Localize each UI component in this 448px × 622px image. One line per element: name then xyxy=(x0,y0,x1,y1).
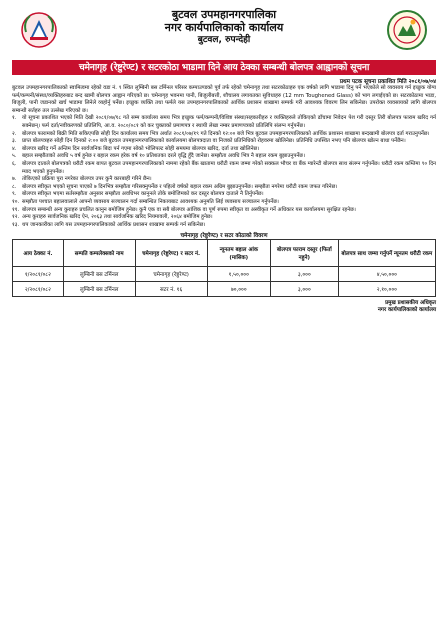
item-text: बोलपत्र फारामको बिक्री मिति सकिएपछि सोही दिन कार्यालय समय भित्र अर्थात २०८१/०७/१९ गते दिनको १२:०० बजे भित्र बुटवल उपमहानगरपालिकाको आर्थिक प्रशासन शाखामा बन्दखामी बोलपत्र दर्ता गराउनुपर्नेछ। xyxy=(22,130,430,137)
signature-block xyxy=(12,300,436,314)
notice-body xyxy=(12,85,436,229)
item-number: ८. xyxy=(12,183,17,190)
list-item xyxy=(12,153,436,161)
item-text: बोलपत्र स्वीकृत भएमा सर्तसम्झौता अनुसार सम्झौता अवधिभर कानुनले तोके बमोजिमको कर दस्तुर बोलपत्र दाताले नै तिर्नुपर्नेछ। xyxy=(22,191,264,198)
item-text: बहाल सम्झौताको अवधि ५ वर्ष हुनेछ र बहाल रकम हरेक वर्ष १० प्रतिशतका दरले वृद्धि हुँदै जानेछ। सम्झौता अवधि भित्र नै बहाल रकम बुझाउनुपर्नेछ। xyxy=(22,153,306,160)
list-item xyxy=(12,161,436,176)
table-cell: २,१०,००० xyxy=(338,282,435,297)
signatory-office: नगर कार्यपालिकाको कार्यालय xyxy=(377,307,436,314)
table-row xyxy=(13,267,436,282)
item-text: अन्य कुराहरु सार्वजनिक खरिद ऐन, २०६३ तथा सार्वजनिक खरिद नियमावली, २०६४ बमोजिम हुनेछ। xyxy=(22,214,213,221)
item-number: १२. xyxy=(12,214,20,221)
item-text: बोलपत्र सम्बन्धी अन्य कुराहरु प्रचलित कानुन बमोजिम हुनेछ। कुनै एक वा सबै बोलपत्र आंशिक वा पूर्ण रुपमा स्वीकृत वा अस्वीकृत गर्ने अधिकार यस कार्यालयमा सुरक्षित रहनेछ। xyxy=(22,206,356,213)
letterhead xyxy=(12,8,436,58)
table-cell: २/२०८१/०८२ xyxy=(13,282,64,297)
list-item xyxy=(12,176,436,184)
municipality-logo-icon xyxy=(386,8,428,52)
item-text: तोकिएको प्रक्रिया पुरा नगरेका बोलपत्र उपर कुनै कारबाही गरिने छैन। xyxy=(22,176,152,183)
col-header-deposit: बोलपत्र साथ जम्मा गर्नुपर्ने न्यूनतम धरौटी रकम xyxy=(338,240,435,267)
office-name: नगर कार्यपालिकाको कार्यालय xyxy=(164,21,284,34)
item-number: १. xyxy=(12,115,17,122)
item-number: ११. xyxy=(12,206,20,213)
list-item xyxy=(12,214,436,222)
list-item xyxy=(12,207,436,215)
intro-paragraph: बुटवल उपमहानगरपालिकाको स्वामित्वमा रहेको वडा नं. ९ स्थित लुम्बिनी बस टर्मिनल परिसर कम्पाउण्डको पूर्व तर्फ रहेको चमेनागृह तथा सटरकोठाहरु एक वर्षको लागि भाडामा दिनु पर्ने भएकोले सो व्यवसाय गर्न इच्छुक योग्य फर्म/कम्पनी/संस्था/व्यक्तिहरुबाट बन्द खामी बोलपत्र आह्वान गरिएको छ। चमेनागृह भवनमा पानी, बिजुलीबत्ती, शौचालय लगायतका सुविधाहरु (12 mm Toughened Glass) को भाग लगाईएको छ। सटरकोठामा भाडा, बिजुली, पानी जडानको खर्च भाडामा लिनेले व्यहोर्नु पर्नेछ। इच्छुक व्यक्ति तथा फर्मले यस उपमहानगरपालिकाको आर्थिक प्रशासन शाखामा सम्पर्क गरी आवश्यक विवरण लिन सकिनेछ। उपरोक्त व्यवसायको लागि बोलपत्र सम्बन्धी सर्तहरु तल उल्लेख गरिएको छ। xyxy=(12,85,436,114)
item-text: प्राप्त बोलपत्रहरु सोही दिन दिनको २:०० बजे बुटवल उपमहानगरपालिकाको कार्यालयमा बोलपत्रदाता वा निजको प्रतिनिधिको रोहवरमा खोलिनेछ। प्रतिनिधि उपस्थित नभए पनि बोलपत्र खोल्न बाधा पर्नेछैन। xyxy=(22,138,406,145)
item-number: ९. xyxy=(12,191,17,198)
table-cell: ४,५०,००० xyxy=(338,267,435,282)
signatory-title: प्रमुख प्रशासकीय अधिकृत xyxy=(385,300,436,307)
conditions-list xyxy=(12,115,436,229)
table-cell: लुम्बिनी बस टर्मिनल xyxy=(63,282,135,297)
table-cell: १,५०,००० xyxy=(207,267,270,282)
list-item xyxy=(12,222,436,230)
col-header-unit: चमेनागृह (रेष्टुरेण्ट) र सटर नं. xyxy=(135,240,207,267)
table-header-row xyxy=(13,240,436,267)
list-item xyxy=(12,138,436,146)
nepal-emblem-icon xyxy=(20,10,58,50)
list-item xyxy=(12,115,436,130)
item-text: थप जानकारीका लागि यस उपमहानगरपालिकाको आर्थिक प्रशासन शाखामा सम्पर्क गर्न सकिनेछ। xyxy=(22,221,206,228)
office-address: बुटवल, रुपन्देही xyxy=(197,35,251,45)
item-number: २. xyxy=(12,130,17,137)
notice-title-banner: चमेनागृह (रेष्टुरेण्ट) र सटरकोठा भाडामा दिने आय ठेक्का सम्बन्धी बोलपत्र आह्वानको सूचना xyxy=(12,60,436,75)
col-header-min-rent: न्यूनतम बहाल आंक (मासिक) xyxy=(207,240,270,267)
table-cell: ३,००० xyxy=(271,267,339,282)
table-row xyxy=(13,282,436,297)
table-cell: ३,००० xyxy=(271,282,339,297)
item-number: १३. xyxy=(12,221,20,228)
item-text: बोलपत्र खरिद गर्ने अन्तिम दिन सार्वजनिक बिदा पर्न गएमा सोको भोलिपल्ट सोही समयमा बोलपत्र खरिद, दर्ता तथा खोलिनेछ। xyxy=(22,145,260,152)
item-number: ५. xyxy=(12,153,17,160)
item-number: ७. xyxy=(12,176,17,183)
col-header-complex: सम्पति कम्पलेक्सको नाम xyxy=(63,240,135,267)
table-cell: चमेनागृह (रेष्टुरेण्ट) xyxy=(135,267,207,282)
table-cell: १/२०८१/०८२ xyxy=(13,267,64,282)
list-item xyxy=(12,191,436,199)
item-text: यो सूचना प्रकाशित भएको मिति देखी २०८१/०७/१८ गते सम्म कार्यालय समय भित्र इच्छुक फर्म/कम्पनी/विशिष्ट संस्था/सहकारीहरु र व्यक्तिहरुले तोकिएको ढाँचामा निवेदन पेश गरी दस्तुर तिरी बोलपत्र फाराम खरिद गर्न सक्नेछन्। फर्म दर्ता/नवीकरणको प्रतिलिपि, आ.व. २०८०/०८१ को कर चुक्ताको प्रमाणपत्र र स्थायी लेखा नम्बर प्रमाणपत्रको प्रतिलिपि संलग्न गर्नुपर्नेछ। xyxy=(22,115,436,129)
publication-date: प्रथम पटक सूचना प्रकाशित मिति २०८१/०७/०४ xyxy=(339,79,436,85)
table-caption: चमेनागृह (रेष्टुरेण्ट) र सटर कोठाको विवरण xyxy=(180,233,268,240)
municipality-name: बुटवल उपमहानगरपालिका xyxy=(171,8,277,21)
item-number: ६. xyxy=(12,160,17,167)
col-header-form-fee: बोलपत्र फाराम दस्तुर (फिर्ता नहुने) xyxy=(271,240,339,267)
contract-details-table xyxy=(12,239,436,297)
table-cell: सटर नं. १६ xyxy=(135,282,207,297)
table-cell: ७०,००० xyxy=(207,282,270,297)
item-number: १०. xyxy=(12,198,20,205)
col-header-contract-no: आय ठेक्का नं. xyxy=(13,240,64,267)
table-cell: लुम्बिनी बस टर्मिनल xyxy=(63,267,135,282)
list-item xyxy=(12,199,436,207)
item-number: ४. xyxy=(12,145,17,152)
item-number: ३. xyxy=(12,138,17,145)
item-text: सम्झौता पश्चात बहालवालाले आफ्नो व्यवसाय सञ्चालन गर्दा सम्बन्धित निकायबाट आवश्यक अनुमति लिई व्यवसाय सञ्चालन गर्नुपर्नेछ। xyxy=(22,198,279,205)
item-text: बोलपत्र स्वीकृत भएको सूचना पाएको ७ दिनभित्र सम्झौता गरिसक्नुपर्नेछ र पहिलो वर्षको बहाल रकम अग्रिम बुझाउनुपर्नेछ। सम्झौता नगरेमा धरौटी रकम जफत गरिनेछ। xyxy=(22,183,338,190)
item-text: बोलपत्र दाताले बोलपत्रको धरौटी रकम बापत बुटवल उपमहानगरपालिकाको नाममा रहेको बैंक खातामा धरौटी रकम जम्मा गरेको सक्कल भौचर वा बैंक ग्यारेन्टी बोलपत्र साथ संलग्न गर्नुपर्नेछ। धरौटी रकम कम्तिमा ९० दिन म्याद भएको हुनुपर्नेछ। xyxy=(22,160,436,175)
